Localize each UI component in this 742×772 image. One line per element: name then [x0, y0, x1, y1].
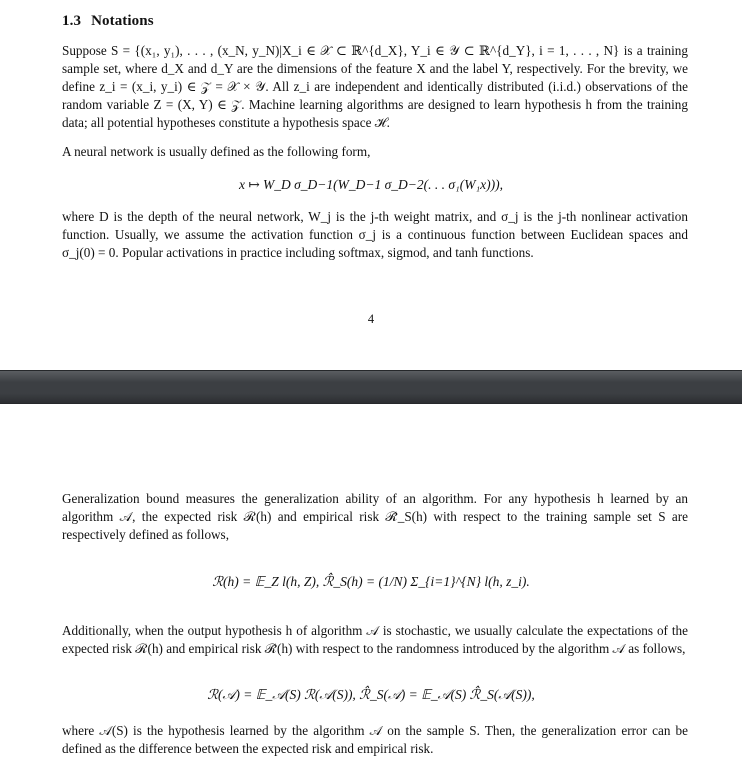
- equation-algorithm-risk: ℛ(𝒜) = 𝔼_𝒜(S) ℛ(𝒜(S)), ℛ̂_S(𝒜) = 𝔼_𝒜(S) ℛ̂_S(𝒜(S)),: [207, 687, 535, 702]
- paragraph-generalization-bound: Generalization bound measures the generalization ability of an algorithm. For any hypothesis h learned by an algorithm 𝒜, the expected risk ℛ(h) and empirical risk ℛ̂_S(h) with respect to the training sample set S are respectively defined as follows,: [62, 491, 688, 542]
- paragraph-activation: where D is the depth of the neural network, W_j is the j-th weight matrix, and σ_j is the j-th nonlinear activation function. Usually, we assume the activation function σ_j is a continuous function between Euclidean spaces and σ_j(0) = 0. Popular activations in practice including softmax, sigmod, and tanh functions.: [62, 209, 688, 260]
- page-number: 4: [367, 312, 375, 326]
- generalization-error-block: [62, 722, 688, 758]
- equation-expected-empirical-risk: ℛ(h) = 𝔼_Z l(h, Z), ℛ̂_S(h) = (1/N) Σ_{i=1}^{N} l(h, z_i).: [212, 574, 530, 589]
- activation-paragraph-block: [62, 208, 688, 262]
- page-4: [0, 0, 742, 370]
- notation-paragraph-block: [62, 42, 688, 132]
- paragraph-stochastic-algorithm: Additionally, when the output hypothesis h of algorithm 𝒜 is stochastic, we usually calculate the expectations of the expected risk ℛ(h) and empirical risk ℛ̂(h) with respect to the randomness introduced by the algorithm 𝒜 as follows,: [62, 623, 688, 656]
- paragraph-neural-network-intro: A neural network is usually defined as the following form,: [62, 144, 371, 159]
- section-heading: [62, 13, 154, 30]
- neural-network-intro-block: [62, 143, 688, 161]
- equation-neural-network: x ↦ W_D σ_D−1(W_D−1 σ_D−2(. . . σ₁(W₁x))),: [238, 177, 504, 192]
- page-5: [0, 404, 742, 772]
- paragraph-generalization-error: where 𝒜(S) is the hypothesis learned by the algorithm 𝒜 on the sample S. Then, the generalization error can be defined as the difference between the expected risk and empirical risk.: [62, 723, 688, 756]
- section-number: 1.3: [62, 13, 82, 29]
- page-divider: [0, 370, 742, 404]
- stochastic-algorithm-block: [62, 622, 688, 658]
- generalization-bound-block: [62, 490, 688, 544]
- paragraph-training-set: Suppose S = {(x₁, y₁), . . . , (x_N, y_N)|X_i ∈ 𝒳 ⊂ ℝ^{d_X}, Y_i ∈ 𝒴 ⊂ ℝ^{d_Y}, i = 1, . . . , N} is a training sample set, where d_X and d_Y are the dimensions of the feature X and the label Y, respectively. For the brevity, we define z_i = (x_i, y_i) ∈ 𝒵 = 𝒳 × 𝒴. All z_i are independent and identically distributed (i.i.d.) observations of the random variable Z = (X, Y) ∈ 𝒵. Machine learning algorithms are designed to learn hypothesis h from the training data; all potential hypotheses constitute a hypothesis space ℋ.: [62, 43, 688, 130]
- section-title: Notations: [91, 13, 154, 29]
